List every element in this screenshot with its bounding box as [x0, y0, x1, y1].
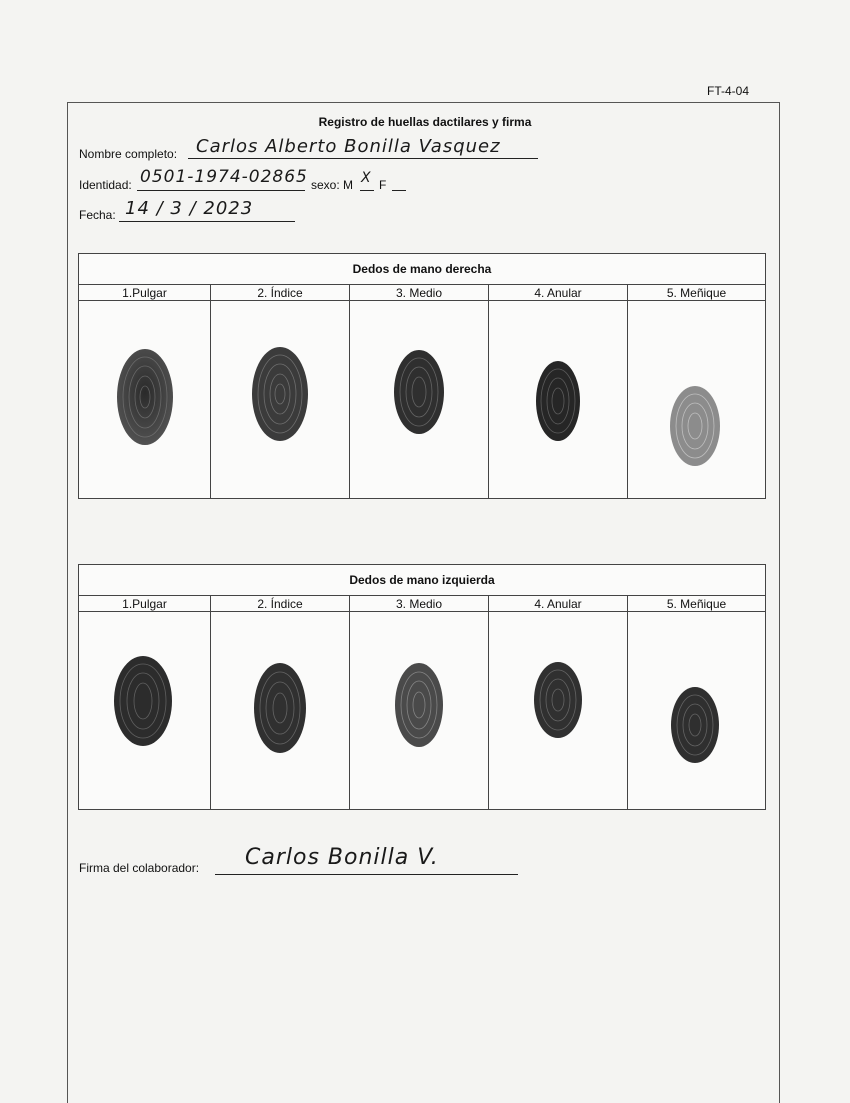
fingerprint-left-index — [250, 658, 310, 758]
sex-mark: X — [361, 170, 372, 186]
date-underline — [119, 221, 295, 222]
name-label: Nombre completo: — [79, 147, 178, 161]
fingerprint-right-middle — [389, 347, 449, 447]
right-hand-title: Dedos de mano derecha — [79, 254, 766, 285]
right-ring-cell — [489, 301, 628, 499]
left-ring-cell — [489, 612, 628, 810]
name-value: Carlos Alberto Bonilla Vasquez — [196, 136, 501, 157]
right-pinky-cell — [628, 301, 766, 499]
right-middle-cell — [350, 301, 489, 499]
signature-underline — [215, 874, 518, 875]
fingerprint-left-ring — [530, 660, 586, 756]
name-underline — [188, 158, 538, 159]
right-thumb-cell — [79, 301, 211, 499]
id-label: Identidad: — [79, 178, 132, 192]
form-title: Registro de huellas dactilares y firma — [318, 115, 532, 129]
sex-f-underline — [392, 190, 406, 191]
left-col-middle: 3. Medio — [350, 596, 489, 612]
fingerprint-right-index — [245, 342, 315, 452]
right-col-ring: 4. Anular — [489, 285, 628, 301]
signature-value: Carlos Bonilla V. — [245, 845, 439, 870]
right-index-cell — [211, 301, 350, 499]
left-col-pinky: 5. Meñique — [628, 596, 766, 612]
fingerprint-right-ring — [530, 349, 586, 445]
left-hand-table — [78, 564, 766, 810]
id-value: 0501-1974-02865 — [140, 167, 308, 187]
left-thumb-cell — [79, 612, 211, 810]
fingerprint-right-pinky — [667, 384, 727, 480]
fingerprint-left-middle — [391, 660, 447, 756]
right-hand-table — [78, 253, 766, 499]
id-underline — [137, 190, 305, 191]
left-index-cell — [211, 612, 350, 810]
left-col-index: 2. Índice — [211, 596, 350, 612]
signature-label: Firma del colaborador: — [79, 861, 200, 875]
date-value: 14 / 3 / 2023 — [125, 198, 254, 219]
sex-m-underline — [360, 190, 374, 191]
left-col-ring: 4. Anular — [489, 596, 628, 612]
sex-f-label: F — [379, 178, 387, 192]
left-hand-title: Dedos de mano izquierda — [79, 565, 766, 596]
right-col-thumb: 1.Pulgar — [79, 285, 211, 301]
sex-label: sexo: M — [311, 178, 354, 192]
right-col-index: 2. Índice — [211, 285, 350, 301]
left-pinky-cell — [628, 612, 766, 810]
form-code: FT-4-04 — [707, 84, 750, 98]
fingerprint-left-pinky — [669, 685, 725, 771]
right-col-middle: 3. Medio — [350, 285, 489, 301]
date-label: Fecha: — [79, 208, 116, 222]
left-middle-cell — [350, 612, 489, 810]
right-col-pinky: 5. Meñique — [628, 285, 766, 301]
fingerprint-right-thumb — [110, 342, 180, 452]
fingerprint-left-thumb — [110, 653, 180, 763]
left-col-thumb: 1.Pulgar — [79, 596, 211, 612]
